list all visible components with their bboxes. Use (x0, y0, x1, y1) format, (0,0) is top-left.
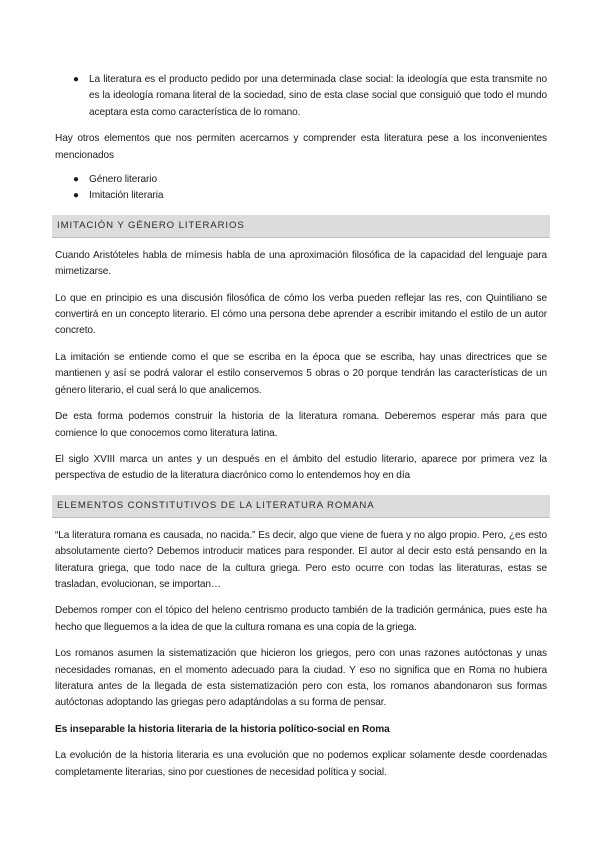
paragraph: “La literatura romana es causada, no nacida.” Es decir, algo que viene de fuera y no algo propio. Pero, ¿es esto absolutamente cierto? Debemos introducir matices para responder. El autor al decir esto está pensando en la literatura griega, que todo nace de la cultura griega. Pero esto ocurre con todas las literaturas, estas se trasladan, evolucionan, se importan… (55, 529, 547, 590)
closing-paragraph: La evolución de la historia literaria es una evolución que no podemos explicar solamente desde coordenadas completamente literarias, sino por cuestiones de necesidad política y social. (55, 750, 547, 778)
paragraph: La imitación se entiende como el que se escriba en la época que se escriba, hay unas directrices que se mantienen y así se podrá valorar el estilo conservemos 5 obras o 20 porque tendrán las características de un género literario, el cual será lo que analicemos. (55, 351, 547, 396)
list-item-text: La literatura es el producto pedido por una determinada clase social: la ideología que esta transmite no es la ideología romana literal de la sociedad, sino de esta clase social que consiguió que todo el mundo aceptara esta como característica de lo romano. (89, 74, 547, 118)
paragraph: Los romanos asumen la sistematización que hicieron los griegos, pero con unas razones autóctonas y unas necesidades romanas, en el momento adecuado para la ciudad. Y eso no significa que en Roma no hubiera literatura antes de la llegada de esta sistematización pero con esta, los romanos abandonaron sus formas autóctonas adoptando las griegas pero adaptándolas a su forma de pensar. (55, 648, 547, 709)
list-item (55, 188, 547, 204)
paragraph: Debemos romper con el tópico del heleno centrismo producto también de la tradición germánica, pues este ha hecho que lleguemos a la idea de que la cultura romana es una copia de la griega. (55, 605, 547, 633)
bold-statement: Es inseparable la historia literaria de la historia político-social en Roma (55, 723, 390, 735)
bullet-icon: ● (73, 74, 79, 85)
list-item-text: Género literario (89, 174, 157, 186)
intro-paragraph: Hay otros elementos que nos permiten acercarnos y comprender esta literatura pese a los inconvenientes mencionados (55, 133, 547, 161)
section-heading-elementos: ELEMENTOS CONSTITUTIVOS DE LA LITERATURA ROMANA (52, 495, 550, 518)
bullet-icon: ● (73, 190, 79, 202)
list-item (55, 72, 547, 121)
bullet-icon: ● (73, 174, 79, 186)
paragraph: El siglo XVIII marca un antes y un después en el ámbito del estudio literario, aparece por primera vez la perspectiva de estudio de la literatura diacrónico como lo entendemos hoy en día (55, 453, 547, 482)
bullet-list-top (55, 72, 547, 121)
bullet-list-elements (55, 172, 547, 205)
paragraph: Cuando Aristóteles habla de mímesis habla de una aproximación filosófica de la capacidad del lenguaje para mimetizarse. (55, 249, 547, 278)
paragraph: De esta forma podemos construir la historia de la literatura romana. Deberemos esperar más para que comience lo que conocemos como literatura latina. (55, 411, 547, 439)
section-heading-imitacion: IMITACIÓN Y GÉNERO LITERARIOS (52, 215, 550, 238)
document-body (55, 72, 547, 791)
list-item (55, 172, 547, 188)
paragraph: Lo que en principio es una discusión filosófica de cómo los verba pueden reflejar las res, con Quintiliano se convertirá en un concepto literario. El cómo una persona debe aprender a escribir imitando el estilo de un autor concreto. (55, 292, 547, 337)
list-item-text: Imitación literaria (89, 190, 164, 202)
